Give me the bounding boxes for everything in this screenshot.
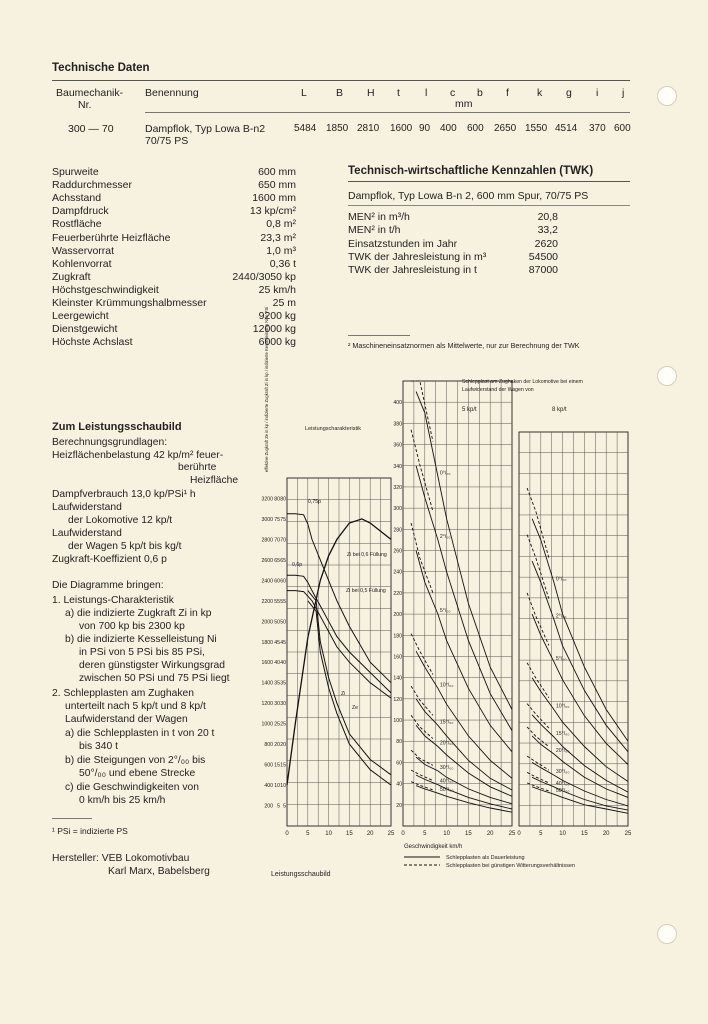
leistung-fn: ¹ PSi = indizierte PS: [52, 826, 128, 836]
leistung-l21: Laufwiderstand der Wagen: [65, 714, 188, 725]
schlepplast-dashed-line: [527, 772, 549, 783]
row-value: 400: [440, 123, 457, 134]
y-tick-kp: 3000: [261, 516, 273, 523]
leistung-l15: b) die indizierte Kesselleistung Ni: [65, 634, 217, 645]
grade-label: 15°/₀₀: [555, 731, 570, 737]
y-tick-n: 25: [280, 721, 286, 728]
twk-value: 2620: [534, 237, 558, 250]
grade-label: 2°/₀₀: [555, 613, 567, 620]
leistung-hersteller2: Karl Marx, Babelsberg: [108, 866, 210, 877]
y-tick-n: 5: [283, 803, 286, 810]
leistung-l25: 50°/₀₀ und ebene Strecke: [79, 768, 196, 779]
spec-label: Rostfläche: [52, 218, 102, 231]
y-tick-kp: 1200: [261, 701, 273, 708]
leistung-l18: zwischen 50 PSi und 75 PSi liegt: [79, 673, 230, 684]
y-tick-label: 180: [393, 633, 402, 640]
chart1-title: Leistungscharakteristik: [305, 426, 361, 432]
spec-value: 0,8 m²: [266, 218, 296, 231]
y-tick-kp: 200: [264, 803, 273, 810]
y-tick-n: 75: [280, 516, 286, 523]
x-tick-label: 15: [346, 831, 353, 837]
y-tick-ps: 10: [274, 783, 280, 790]
row-value: 2650: [494, 123, 517, 134]
grade-label: 5°/₀₀: [555, 655, 567, 662]
unit-label: mm: [455, 98, 473, 110]
col-header-f: f: [506, 87, 509, 99]
y-tick-n: 70: [280, 537, 286, 544]
grade-label: 10°/₀₀: [439, 682, 454, 689]
curve-label: Zi: [341, 691, 346, 697]
x-tick-label: 25: [387, 831, 395, 837]
y-tick-label: 100: [393, 718, 402, 725]
row-value: 1850: [326, 123, 349, 134]
leistung-l20: unterteilt nach 5 kp/t und 8 kp/t: [65, 701, 206, 712]
leistung-l24: b) die Steigungen von 2°/₀₀ bis: [65, 755, 206, 766]
spec-label: Höchstgeschwindigkeit: [52, 283, 159, 296]
leistung-l6: Laufwiderstand: [52, 502, 122, 513]
schlepplast-line: [416, 775, 512, 809]
leistung-l8: Laufwiderstand: [52, 528, 122, 539]
schlepplast-dashed-line: [527, 756, 549, 770]
col-header-g: g: [566, 87, 572, 99]
col-header-i: i: [596, 87, 599, 99]
x-tick-label: 5: [539, 831, 543, 837]
y-tick-label: 400: [393, 400, 402, 407]
leistung-l3: berührte: [178, 462, 217, 473]
y-tick-label: 280: [393, 527, 402, 534]
spec-value: 1,0 m³: [266, 244, 296, 257]
leistung-l17: deren günstigster Wirkungsgrad: [79, 660, 225, 671]
leistung-l2: Heizflächenbelastung 42 kp/m² feuer-: [52, 450, 224, 461]
y-tick-n: 80: [280, 496, 286, 503]
y-tick-kp: 1000: [261, 721, 273, 728]
y-tick-label: 120: [393, 696, 402, 703]
y-tick-kp: 2600: [261, 557, 273, 564]
spec-label: Spurweite: [52, 166, 99, 178]
grade-label: 20°/₀₀: [555, 747, 570, 754]
x-tick-label: 20: [486, 831, 494, 837]
y-tick-kp: 2800: [261, 537, 273, 544]
spec-value: 650 mm: [258, 179, 296, 192]
schlepplast-dashed-line: [411, 686, 433, 715]
leistung-l16: in PSi von 5 PSi bis 85 PSi,: [79, 647, 205, 658]
spec-label: Raddurchmesser: [52, 179, 132, 192]
y-tick-ps: 15: [274, 762, 280, 769]
y-tick-kp: 3200: [261, 496, 273, 503]
curve-label: Zi bei 0,5 Füllung: [346, 588, 386, 594]
col-header-k: k: [537, 87, 543, 99]
page-title: Technische Daten: [52, 62, 150, 74]
twk-title: Technisch-wirtschaftliche Kennzahlen (TWK): [348, 165, 594, 177]
col-header-j: j: [622, 87, 625, 99]
y-tick-n: 45: [280, 639, 286, 646]
col-header-L: L: [301, 87, 307, 99]
grade-label: 10°/₀₀: [555, 703, 570, 710]
spec-value: 6000 kg: [258, 336, 296, 349]
grade-label: 30°/₀₀: [555, 769, 570, 776]
x-tick-label: 25: [624, 831, 632, 837]
curve-label: 0,75p: [308, 499, 321, 505]
spec-label: Kleinster Krümmungshalbmesser: [52, 297, 207, 309]
y-tick-kp: 1600: [261, 660, 273, 667]
spec-label: Achsstand: [52, 192, 102, 205]
y-tick-kp: 2200: [261, 598, 273, 605]
chart2-xlabel: Geschwindigkeit km/h: [404, 844, 463, 850]
twk-label: TWK der Jahresleistung in m³: [348, 250, 487, 263]
y-tick-label: 380: [393, 421, 402, 428]
grade-label: 50°/₀₀: [439, 787, 454, 794]
y-tick-label: 160: [393, 654, 402, 661]
grade-label: 2°/₀₀: [439, 533, 451, 540]
y-tick-label: 320: [393, 484, 402, 491]
leistung-l11: Die Diagramme bringen:: [52, 580, 164, 591]
chart1-ylabel: effektive Zugkraft Ze in kp / indizierte Zugkraft Zi in kp / indizierte Kesselleistung Ni in PSi: [264, 306, 269, 472]
spec-label: Kohlenvorrat: [52, 257, 112, 270]
y-tick-kp: 400: [264, 783, 273, 790]
schlepplast-dashed-line: [527, 783, 549, 791]
y-tick-label: 200: [393, 612, 402, 619]
y-tick-ps: 50: [274, 619, 280, 626]
schlepplast-dashed-line: [411, 770, 433, 780]
col-nr-header-2: Nr.: [78, 99, 92, 111]
twk-value: 54500: [528, 250, 558, 263]
schlepplast-dashed-line: [411, 430, 433, 512]
spec-label: Zugkraft: [52, 270, 91, 283]
x-tick-label: 0: [285, 831, 289, 837]
y-tick-ps: 65: [274, 557, 280, 564]
y-tick-label: 240: [393, 569, 402, 576]
x-tick-label: 10: [443, 831, 450, 837]
spec-label: Höchste Achslast: [52, 336, 133, 349]
schlepplast-line: [416, 757, 512, 804]
row-value: 600: [467, 123, 484, 134]
schlepplast-line: [416, 725, 512, 796]
row-value: 1550: [525, 123, 548, 134]
legend-label: Schlepplasten bei günstigen Witterungsverhältnissen: [446, 863, 576, 869]
y-tick-label: 20: [396, 802, 402, 809]
x-tick-label: 5: [306, 831, 310, 837]
spec-label: Dienstgewicht: [52, 323, 118, 336]
x-tick-label: 5: [423, 831, 427, 837]
leistung-l19: 2. Schlepplasten am Zughaken: [52, 688, 194, 699]
chart1-caption: Leistungsschaubild: [271, 871, 331, 878]
row-value: 5484: [294, 123, 317, 134]
y-tick-kp: 800: [264, 742, 273, 749]
leistung-l7: der Lokomotive 12 kp/t: [68, 515, 173, 526]
twk-label: Einsatzstunden im Jahr: [348, 237, 458, 250]
y-tick-label: 360: [393, 442, 402, 449]
twk-subtitle: Dampflok, Typ Lowa B-n 2, 600 mm Spur, 70/75 PS: [348, 190, 589, 202]
twk-label: MEN² in t/h: [348, 224, 401, 237]
spec-label: Leergewicht: [52, 310, 109, 323]
schlepplast-dashed-line: [527, 727, 549, 747]
y-tick-n: 60: [280, 578, 286, 585]
schlepplast-line: [416, 466, 512, 731]
x-tick-label: 20: [366, 831, 374, 837]
x-tick-label: 25: [508, 831, 516, 837]
schlepplast-dashed-line: [527, 704, 549, 729]
y-tick-n: 40: [280, 660, 286, 667]
col-name-header: Benennung: [145, 87, 199, 99]
row-value: 4514: [555, 123, 578, 134]
y-tick-label: 80: [396, 739, 402, 746]
y-tick-n: 10: [280, 783, 286, 790]
schlepplast-dashed-line: [411, 715, 433, 738]
curve-label: Zi bei 0,6 Füllung: [347, 552, 387, 558]
spec-label: Feuerberührte Heizfläche: [52, 231, 171, 244]
chart2-title: Schlepplast am Zughaken der Lokomotive bei einem: [462, 379, 583, 385]
y-tick-ps: 20: [274, 742, 280, 749]
spec-value: 23,3 m²: [260, 231, 296, 244]
y-tick-n: 20: [280, 742, 286, 749]
spec-label: Dampfdruck: [52, 205, 109, 218]
schlepplast-dashed-line: [411, 523, 433, 593]
schlepplast-dashed-line: [411, 750, 433, 765]
y-tick-n: 50: [280, 619, 286, 626]
leistung-l22: a) die Schlepplasten in t von 20 t: [65, 728, 215, 739]
leistung-hersteller1: Hersteller: VEB Lokomotivbau: [52, 853, 190, 864]
panel-label-5kp: 5 kp/t: [462, 407, 477, 413]
spec-value: 25 km/h: [258, 283, 296, 296]
row-value: 1600: [390, 123, 413, 134]
x-tick-label: 10: [325, 831, 332, 837]
grade-label: 0°/₀₀: [555, 576, 567, 583]
schlepplast-line: [532, 787, 628, 814]
y-tick-label: 260: [393, 548, 402, 555]
col-header-t: t: [397, 87, 400, 99]
spec-value: 600 mm: [258, 166, 296, 178]
y-tick-label: 60: [396, 760, 402, 767]
col-header-b: b: [477, 87, 483, 99]
twk-label: TWK der Jahresleistung in t: [348, 264, 477, 277]
y-tick-label: 300: [393, 506, 402, 513]
twk-value: 20,8: [537, 211, 558, 223]
y-tick-kp: 2000: [261, 619, 273, 626]
leistung-l5: Dampfverbrauch 13,0 kp/PSi¹ h: [52, 489, 196, 500]
row-value: 90: [419, 123, 431, 134]
y-tick-ps: 80: [274, 496, 280, 503]
grade-label: 40°/₀₀: [555, 780, 570, 787]
leistung-l1: Berechnungsgrundlagen:: [52, 437, 168, 448]
grade-label: 20°/₀₀: [439, 740, 454, 747]
schlepplast-dashed-line: [527, 535, 549, 599]
curve-label: Ze: [352, 705, 359, 711]
row-name: Dampflok, Typ Lowa B-n2: [145, 123, 266, 135]
grade-label: 15°/₀₀: [439, 719, 454, 726]
twk-value: 87000: [528, 264, 558, 277]
leistung-l26: c) die Geschwindigkeiten von: [65, 782, 199, 793]
schlepplast-dashed-line: [527, 593, 549, 646]
chart2-title-2: Laufwiderstand der Wagen von: [462, 387, 534, 393]
leistung-title: Zum Leistungsschaubild: [52, 421, 182, 433]
leistung-l27: 0 km/h bis 25 km/h: [79, 795, 166, 806]
leistung-l9: der Wagen 5 kp/t bis kg/t: [68, 541, 182, 552]
col-nr-header: Baumechanik-: [56, 87, 124, 99]
col-header-H: H: [367, 87, 375, 99]
y-tick-ps: 75: [274, 516, 280, 523]
y-tick-ps: 25: [274, 721, 280, 728]
curve-label: 0,6p: [292, 562, 303, 568]
spec-value: 12000 kg: [252, 323, 296, 336]
leistung-l13: a) die indizierte Zugkraft Zi in kp: [65, 608, 212, 619]
y-tick-label: 220: [393, 590, 402, 597]
y-tick-ps: 40: [274, 660, 280, 667]
x-tick-label: 0: [401, 831, 405, 837]
col-header-c: c: [450, 87, 456, 99]
y-tick-kp: 600: [264, 762, 273, 769]
grade-label: 5°/₀₀: [439, 608, 451, 615]
leistung-l23: bis 340 t: [79, 741, 118, 752]
y-tick-ps: 5: [277, 803, 280, 810]
row-value: 2810: [357, 123, 380, 134]
twk-value: 33,2: [537, 224, 558, 237]
y-tick-label: 40: [396, 781, 402, 788]
x-tick-label: 20: [602, 831, 610, 837]
leistung-l12: 1. Leistungs-Charakteristik: [52, 595, 174, 606]
y-tick-n: 15: [280, 762, 286, 769]
spec-value: 9200 kg: [258, 310, 296, 323]
col-header-B: B: [336, 87, 344, 99]
twk-footnote: ² Maschineneinsatznormen als Mittelwerte, nur zur Berechnung der TWK: [348, 341, 580, 350]
y-tick-ps: 35: [274, 680, 280, 687]
y-tick-ps: 60: [274, 578, 280, 585]
y-tick-ps: 70: [274, 537, 280, 544]
spec-value: 25 m: [272, 297, 296, 309]
y-tick-label: 140: [393, 675, 402, 682]
leistung-l14: von 700 kp bis 2300 kp: [79, 621, 185, 632]
spec-value: 0,36 t: [269, 257, 296, 270]
grade-label: 0°/₀₀: [439, 470, 451, 477]
row-value: 600: [614, 123, 631, 134]
legend-label: Schlepplasten als Dauerleistung: [446, 855, 525, 861]
y-tick-ps: 55: [274, 598, 280, 605]
schlepplast-dashed-line: [411, 634, 433, 675]
y-tick-n: 30: [280, 701, 286, 708]
x-tick-label: 0: [517, 831, 521, 837]
schlepplast-dashed-line: [527, 663, 549, 698]
x-tick-label: 15: [581, 831, 588, 837]
schlepplast-dashed-line: [527, 488, 549, 558]
schlepplast-dashed-line: [411, 381, 433, 441]
col-header-l: l: [425, 87, 428, 99]
spec-label: Wasservorrat: [52, 244, 115, 257]
y-tick-n: 35: [280, 680, 286, 687]
y-tick-kp: 1800: [261, 639, 273, 646]
schlepplast-line: [416, 551, 512, 752]
y-tick-ps: 30: [274, 701, 280, 708]
row-value: 370: [589, 123, 606, 134]
y-tick-n: 55: [280, 598, 286, 605]
grade-label: 40°/₀₀: [439, 778, 454, 785]
spec-value: 2440/3050 kp: [232, 270, 296, 283]
y-tick-n: 65: [280, 557, 286, 564]
y-tick-kp: 1400: [261, 680, 273, 687]
twk-label: MEN² in m³/h: [348, 211, 410, 223]
leistung-l10: Zugkraft-Koeffizient 0,6 p: [52, 554, 167, 565]
schlepplast-line: [532, 715, 628, 795]
panel-label-8kp: 8 kp/t: [552, 407, 567, 413]
x-tick-label: 10: [559, 831, 566, 837]
leistung-l4: Heizfläche: [190, 475, 239, 486]
spec-value: 13 kp/cm²: [249, 205, 296, 218]
schlepplast-dashed-line: [411, 782, 433, 790]
grade-label: 30°/₀₀: [439, 764, 454, 771]
spec-value: 1600 mm: [252, 192, 296, 205]
y-tick-kp: 2400: [261, 578, 273, 585]
grade-label: 50°/₀₀: [555, 788, 570, 795]
x-tick-label: 15: [465, 831, 472, 837]
y-tick-ps: 45: [274, 639, 280, 646]
row-nr: 300 — 70: [68, 123, 114, 135]
y-tick-label: 340: [393, 463, 402, 470]
row-name-2: 70/75 PS: [145, 135, 189, 147]
